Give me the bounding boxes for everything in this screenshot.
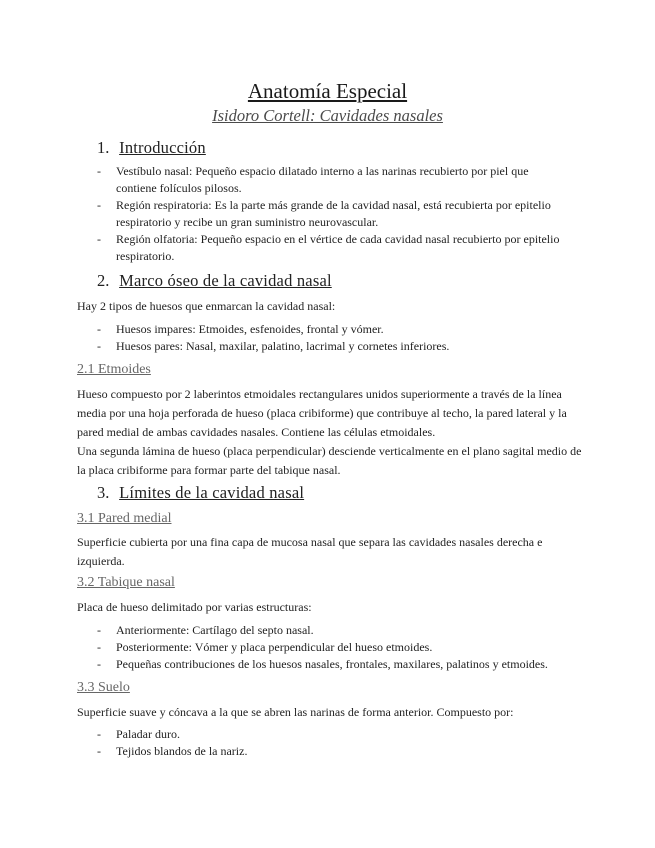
list-item-text: Pequeñas contribuciones de los huesos nasales, frontales, maxilares, palatinos y etmoides. — [116, 657, 548, 671]
list-item — [97, 163, 567, 197]
paragraph: Placa de hueso delimitado por varias estructuras: — [77, 600, 312, 614]
list-item — [97, 338, 567, 355]
list-item-text: Región olfatoria: Pequeño espacio en el vértice de cada cavidad nasal recubierto por epitelio respiratorio. — [116, 232, 560, 263]
section-number: 2. — [97, 271, 110, 290]
bullet-dash: - — [97, 727, 101, 741]
list-item — [97, 743, 567, 760]
list-item — [97, 639, 567, 656]
subsection-heading-etmoides: 2.1 Etmoides — [77, 362, 151, 377]
paragraph: Hueso compuesto por 2 laberintos etmoidales rectangulares unidos superiormente a través de la línea media por una hoja perforada de hueso (placa cribiforme) que contribuye al techo, la pared lateral y la pared medial de ambas cavidades nasales. Contiene las células etmoidales. — [77, 387, 567, 439]
section-title: Límites de la cavidad nasal — [119, 483, 305, 502]
subsection-heading-tabique-nasal: 3.2 Tabique nasal — [77, 575, 175, 590]
subsection-heading-suelo: 3.3 Suelo — [77, 680, 130, 695]
paragraph: Superficie suave y cóncava a la que se abren las narinas de forma anterior. Compuesto por: — [77, 705, 514, 719]
section-title: Introducción — [119, 138, 206, 157]
section-number: 3. — [97, 483, 110, 502]
list-item — [97, 321, 567, 338]
list-item — [97, 622, 567, 639]
bullet-dash: - — [97, 744, 101, 758]
section-heading-limites — [97, 482, 304, 504]
bullet-dash: - — [97, 339, 101, 353]
list-item — [97, 656, 597, 673]
bullet-dash: - — [97, 164, 101, 178]
list-item-text: Posteriormente: Vómer y placa perpendicular del hueso etmoides. — [116, 640, 433, 654]
bullet-dash: - — [97, 198, 101, 212]
paragraph: Superficie cubierta por una fina capa de mucosa nasal que separa las cavidades nasales derecha e izquierda. — [77, 535, 543, 568]
paragraph: Hay 2 tipos de huesos que enmarcan la cavidad nasal: — [77, 299, 336, 313]
list-item-text: Anteriormente: Cartílago del septo nasal. — [116, 623, 314, 637]
section-heading-marco-oseo — [97, 270, 332, 292]
list-item-text: Vestíbulo nasal: Pequeño espacio dilatado interno a las narinas recubierto por piel que contiene folículos pilosos. — [116, 164, 529, 195]
bullet-dash: - — [97, 657, 101, 671]
list-item — [97, 197, 567, 231]
list-item — [97, 726, 567, 743]
bullet-dash: - — [97, 640, 101, 654]
list-item — [97, 231, 567, 265]
section-number: 1. — [97, 138, 110, 157]
bullet-dash: - — [97, 623, 101, 637]
bullet-dash: - — [97, 232, 101, 246]
paragraph: Una segunda lámina de hueso (placa perpendicular) desciende verticalmente en el plano sagital medio de la placa cribiforme para formar parte del tabique nasal. — [77, 444, 582, 477]
bullet-dash: - — [97, 322, 101, 336]
list-item-text: Tejidos blandos de la nariz. — [116, 744, 248, 758]
list-item-text: Paladar duro. — [116, 727, 180, 741]
document-title: Anatomía Especial — [247, 79, 408, 103]
subsection-heading-pared-medial: 3.1 Pared medial — [77, 511, 172, 526]
document-subtitle: Isidoro Cortell: Cavidades nasales — [212, 106, 443, 125]
section-heading-introduccion — [97, 137, 206, 159]
list-item-text: Región respiratoria: Es la parte más grande de la cavidad nasal, está recubierta por epitelio respiratorio y recibe un gran suministro neurovascular. — [116, 198, 551, 229]
section-title: Marco óseo de la cavidad nasal — [119, 271, 332, 290]
list-item-text: Huesos impares: Etmoides, esfenoides, frontal y vómer. — [116, 322, 384, 336]
list-item-text: Huesos pares: Nasal, maxilar, palatino, lacrimal y cornetes inferiores. — [116, 339, 450, 353]
